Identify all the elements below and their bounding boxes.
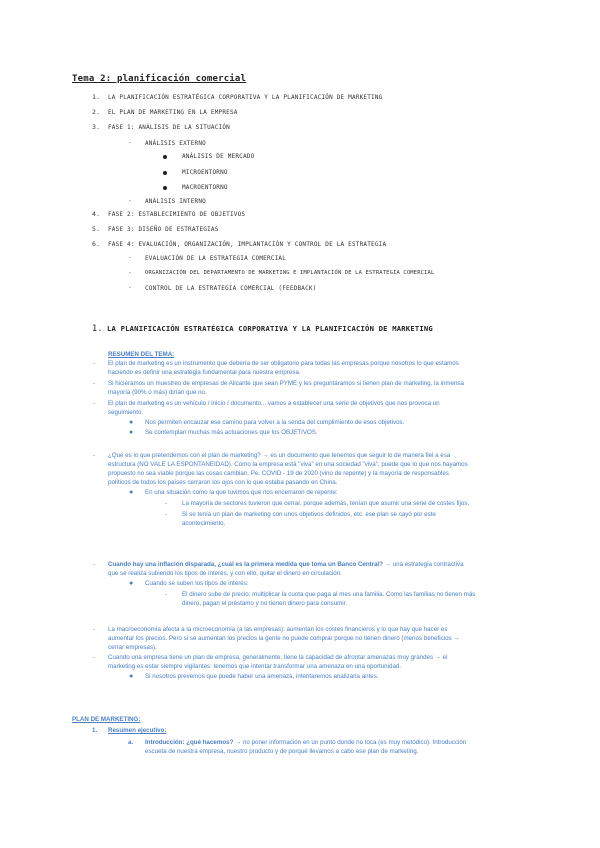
dash-marker: - [128,269,132,276]
resumen-heading: RESUMEN DEL TEMA: [108,351,175,358]
toc-item: EL PLAN DE MARKETING EN LA EMPRESA [108,109,238,116]
toc-subsubitem: MACROENTORNO [182,184,228,191]
paragraph-line: Si hiciéramos un muestreo de empresas de Alicante que sean PYME y les preguntáramos si tienen plan de marketing, la inmensa [108,380,464,387]
section-heading: LA PLANIFICACIÓN ESTRATÉGICA CORPORATIVA Y LA PLANIFICACIÓN DE MARKETING [107,324,433,333]
bullet-dot: ● [129,418,134,426]
emphasis-text: Introducción: ¿qué hacemos? [145,739,234,746]
dash-marker: - [93,452,96,459]
paragraph-line [108,561,464,570]
toc-number: 3. [92,123,101,131]
toc-item: FASE 4: EVALUACIÓN, ORGANIZACIÓN, IMPLANTACIÓN Y CONTROL DE LA ESTRATEGIA [108,241,387,248]
dash-marker: - [128,284,132,291]
paragraph-text: → una estrategia contractiva [383,561,464,568]
dash-marker: - [93,380,96,387]
toc-subsubitem: ANÁLISIS DE MERCADO [182,153,255,160]
toc-item: LA PLANIFICACIÓN ESTRATÉGICA CORPORATIVA Y LA PLANIFICACIÓN DE MARKETING [108,94,383,101]
bullet-text: Nos permiten encauzar ese camino para volver a la senda del cumplimiento de esos objetivos. [145,419,405,426]
paragraph-line [145,739,466,748]
dash-marker: - [165,500,168,507]
paragraph-line: marketing es estar siempre vigilantes: tenemos que intentar transformar una amenaza en una oportunidad. [108,663,402,670]
dash-marker: - [93,360,96,367]
toc-item: FASE 2: ESTABLECIMIENTO DE OBJETIVOS [108,211,246,218]
list-number: 1. [92,727,98,734]
bullet-dot [163,186,167,190]
dash-marker: - [128,254,132,261]
paragraph-line: Cuando una empresa tiene un plan de empresa, generalmente, tiene la capacidad de afrontar amenazas muy grandes → el [108,654,448,661]
paragraph-line: estructura (NO VALE LA ESPONTANEIDAD). Como la empresa está "viva" en una sociedad "viva", puede que lo que nos hayamos [108,461,468,468]
bullet-text: Si nosotros prevemos que puede haber una amenaza, intentaremos analizarla antes. [145,673,379,680]
paragraph-text: → no poner información en un punto donde no toca (es muy metódico). Introducción [233,739,467,746]
paragraph-line: políticos de todos los países cerraron los ojos con lo que estaba pasando en China. [108,479,338,486]
list-item-title: Resumen ejecutivo: [108,727,167,734]
toc-subitem: ANÁLISIS EXTERNO [145,140,206,147]
bullet-dot: ● [129,488,134,496]
paragraph-line: seguimiento. [108,409,144,416]
bullet-dot: ● [129,672,134,680]
paragraph-line: que se realiza subiendo los tipos de interés, y con ello, quitar el dinero en circulación. [108,570,342,577]
toc-number: 1. [92,93,101,101]
paragraph-line: La macroeconomía afecta a la microeconomía (a las empresas): aumentan los costes financieros y lo que hay que hacer es [108,626,448,633]
toc-number: 6. [92,240,101,248]
dash-marker: - [93,400,96,407]
toc-subitem: EVALUACIÓN DE LA ESTRATEGIA COMERCIAL [145,255,287,262]
dash-marker: - [93,626,96,633]
paragraph-line: ¿Qué es lo que pretendemos con el plan de marketing? → es un documento que tenemos que seguir lo de manera fiel a esa [108,452,451,459]
dash-marker: - [128,197,132,204]
subbullet-text: Si se tenía un plan de marketing con unos objetivos definidos, etc. ese plan se cayó por este [182,511,436,518]
subbullet-text: El dinero sube de precio: multiplicar la cuota que paga al mes una familia. Como las familias no tienen más [182,591,476,598]
paragraph-line: El plan de marketing es un instrumento que debería de ser obligatorio para todas las empresas porque nosotros lo que estamos [108,360,459,367]
paragraph-line: escueta de nuestra empresa, nuestro producto y de porqué llevamos a cabo ese plan de marketing. [145,748,419,755]
bullet-dot [163,155,167,159]
paragraph-line: propuesto no sea viable porque las cosas cambian. Pe. COVID - 19 de 2020 (vino de repente) y la mayoría de responsables [108,470,449,477]
subbullet-text: dinero, pagan el préstamo y no tienen dinero para consumir. [182,600,348,607]
bullet-text: En una situación como la que tuvimos que nos encerraron de repente: [145,489,338,496]
paragraph-line: cerrar empresas). [108,644,157,651]
bullet-text: Se contemplan muchas más actuaciones que los OBJETIVOS. [145,429,318,436]
paragraph-line: aumentar los precios. Pero si se aumentan los precios la gente no puede comprar porque no tienen dinero (menos beneficios → [108,635,460,642]
dash-marker: - [128,139,132,146]
toc-subitem: CONTROL DE LA ESTRATEGIA COMERCIAL (FEEDBACK) [145,285,317,292]
paragraph-line: El plan de marketing es un vehículo / inicio / documento... vamos a establecer una serie de objetivos que nos provoca un [108,400,440,407]
dash-marker: - [93,654,96,661]
dash-marker: - [165,511,168,518]
list-letter: a. [128,739,134,746]
toc-subitem: ANÁLISIS INTERNO [145,198,206,205]
toc-item: FASE 3: DISEÑO DE ESTRATEGIAS [108,226,219,233]
bullet-dot: ● [129,428,134,436]
page-title: Tema 2: planificación comercial [72,74,247,84]
toc-number: 2. [92,108,101,116]
toc-subsubitem: MICROENTORNO [182,169,228,176]
subbullet-text: La mayoría de sectores tuvieron que cerrar, porque además, tenían que asumir una serie de costes fijos. [182,500,470,507]
bullet-dot [163,171,167,175]
toc-subitem: ORGANIZACIÓN DEL DEPARTAMENTO DE MARKETING E IMPLANTACIÓN DE LA ESTRATEGIA COMERCIAL [145,270,435,276]
plan-heading: PLAN DE MARKETING: [72,716,141,723]
bullet-text: Cuando se suben los tipos de interés: [145,580,249,587]
paragraph-line: mayoría (90% o más) dirían que no. [108,389,207,396]
toc-item: FASE 1: ANÁLISIS DE LA SITUACIÓN [108,124,230,131]
dash-marker: - [165,591,168,598]
emphasis-text: Cuando hay una inflación disparada, ¿cuál es la primera medida que toma un Banco Central? [108,561,384,568]
toc-number: 4. [92,210,101,218]
section-number: 1. [92,324,103,334]
toc-number: 5. [92,225,101,233]
bullet-dot: ● [129,579,134,587]
paragraph-line: haciendo es definir una estrategia fundamental para nuestra empresa. [108,369,301,376]
dash-marker: - [93,561,96,568]
subbullet-text: acontecimiento. [182,520,226,527]
